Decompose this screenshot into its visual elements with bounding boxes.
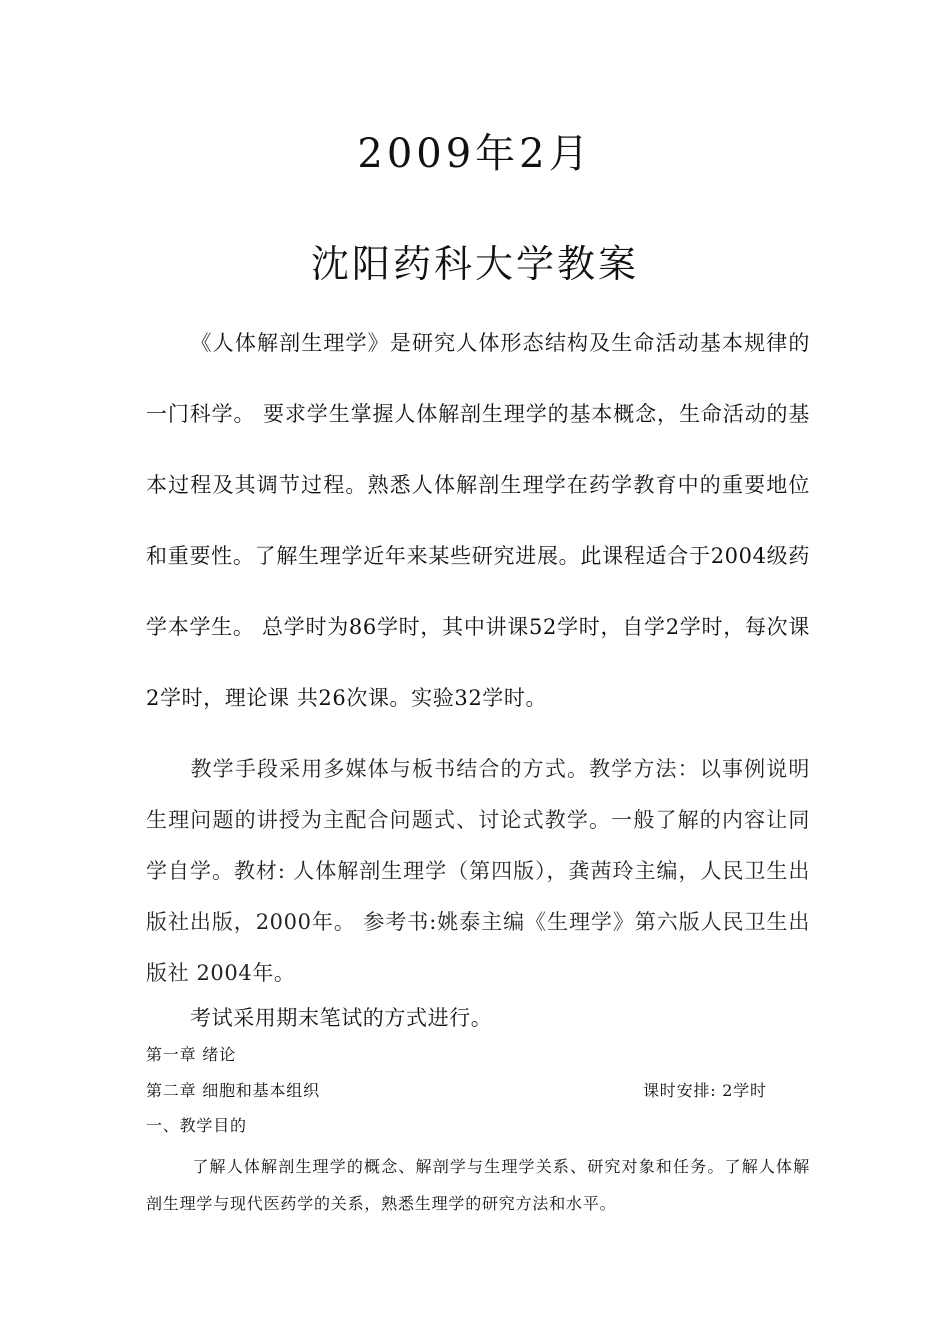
objectives-text: 了解人体解剖生理学的概念、解剖学与生理学关系、研究对象和任务。了解人体解剖生理学与现代医药学的关系，熟悉生理学的研究方法和水平。 xyxy=(146,1157,810,1213)
chapter-2-heading: 第二章 细胞和基本组织 xyxy=(146,1081,320,1100)
chapter-1-heading: 第一章 绪论 xyxy=(146,1045,236,1064)
teaching-method-paragraph xyxy=(146,744,810,999)
section-heading-objectives: 一、教学目的 xyxy=(146,1116,247,1135)
exam-method-line: 考试采用期末笔试的方式进行。 xyxy=(190,1006,493,1030)
date-heading: 2009年2月 xyxy=(357,131,593,177)
objectives-paragraph xyxy=(146,1148,810,1222)
document-title: 沈阳药科大学教案 xyxy=(310,242,639,286)
teaching-method-text: 教学手段采用多媒体与板书结合的方式。教学方法：以事例说明生理问题的讲授为主配合问题式、讨论式教学。一般了解的内容让同学自学。教材: 人体解剖生理学（第四版），龚茜玲主编，人民卫生出版社出版，2000年。 参考书:姚泰主编《生理学》第六版人民卫生出版社 2004年。 xyxy=(146,757,810,985)
intro-paragraph xyxy=(146,308,810,734)
intro-text: 《人体解剖生理学》是研究人体形态结构及生命活动基本规律的一门科学。 要求学生掌握人体解剖生理学的基本概念，生命活动的基本过程及其调节过程。熟悉人体解剖生理学在药学教育中的重要地位和重要性。了解生理学近年来某些研究进展。此课程适合于2004级药学本学生。 总学时为86学时，其中讲课52学时，自学2学时，每次课2学时，理论课 共26次课。实验32学时。 xyxy=(146,331,810,710)
class-hours: 课时安排: 2学时 xyxy=(643,1081,767,1100)
